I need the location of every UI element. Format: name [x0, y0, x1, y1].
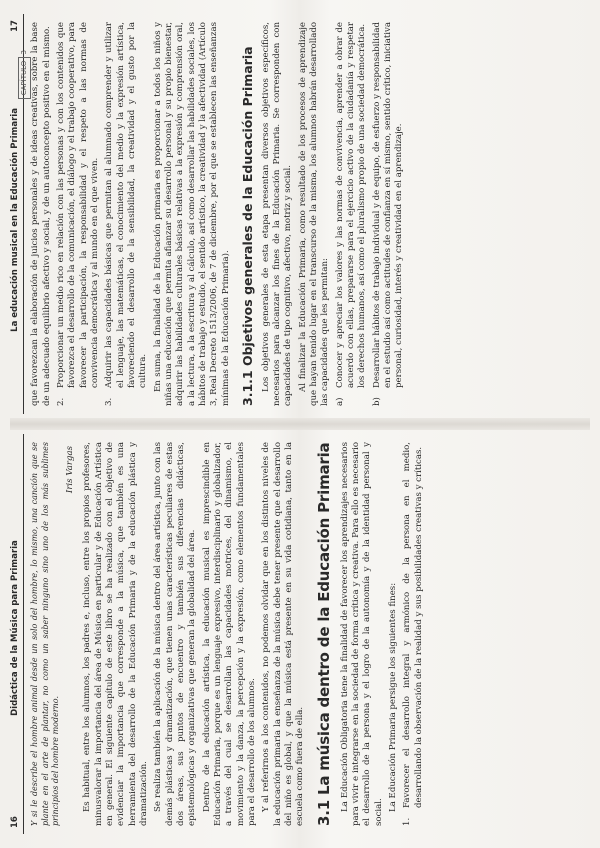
- chapter-tab-label: CAPÍTULO: [18, 57, 31, 100]
- left-paragraph: Se realiza también la aplicación de la música dentro del área artística, junto con las demás plásticas y dramatización, que tienen unas características peculiares de estas dos áreas, sus puntos de encuentro y también sus diferencias didácticas, epistemológicas y organizativas que generan la globalidad del área.: [153, 442, 198, 826]
- objective-text: Desarrollar hábitos de trabajo individual y de equipo, de esfuerzo y responsabilidad en el estudio así como actitudes de confianza en sí mismo, sentido crítico, iniciativa personal, curiosidad, interés y creatividad en el aprendizaje.: [371, 22, 405, 388]
- chapter-tab: [18, 50, 31, 99]
- list-item-text: Adquirir las capacidades básicas que permitan al alumnado comprender y utilizar el lenguaje, las matemáticas, el conocimiento del medio y la expresión artística, favoreciendo el desarrollo de la sensibilidad, la creatividad y el gusto por la cultura.: [104, 22, 149, 388]
- objective-item: [335, 22, 369, 406]
- left-paragraph: Es habitual, entre los alumnos, los padres e, incluso, entre los propios profesores, minusvalorar la importancia del área de Música en particular y de Educación Artística en general. El siguiente capítulo de este libro se ha realizado con el objetivo de evidenciar la importancia que corresponde a la música, que también es una herramienta del desarrollo de la Educación Primaria y de la educación plástica y dramatización.: [82, 442, 149, 826]
- chapter-tab-number: 3: [20, 50, 28, 55]
- list-item-text: Proporcionar un medio rico en relación con las personas y con los contenidos que favorezca el desarrollo de la comunicación, el diálogo y el trabajo cooperativo, para favorecer la participación, la responsabilidad y el respeto a las normas de convivencia democrática y al mundo en el que viven.: [55, 22, 100, 388]
- objective-item: [372, 22, 406, 406]
- left-paragraph: Y al referirnos a los contenidos, no podemos olvidar que en los distintos niveles de la educación primaria la enseñanza de la música debe tener presente que el desarrollo del niño es global, y que la música está presente en su vida cotidiana, tanto en la escuela como fuera de ella.: [261, 442, 306, 826]
- list-item: [104, 22, 149, 406]
- left-page-number: 16: [10, 816, 20, 828]
- left-running-head: [10, 434, 24, 834]
- chapter-paragraph: La Educación Primaria persigue los siguientes fines:: [387, 582, 398, 812]
- list-item: [402, 442, 425, 826]
- left-page: [10, 434, 590, 834]
- continued-paragraph: que favorezcan la elaboración de juicios personales y de ideas creativas, sobre la base de un adecuado equilibrio afectivo y social, y de un autoconcepto positivo en el mismo.: [30, 22, 52, 406]
- right-running-title: La educación musical en la Educación Primaria: [10, 108, 20, 332]
- book-spread: [10, 14, 590, 834]
- objectives-list: [335, 22, 406, 406]
- right-paragraph: En suma, la finalidad de la Educación primaria es proporcionar a todos los niños y niñas una educación que permita afianzar su desarrollo personal y su propio bienestar, adquirir las habilidades culturales básicas relativas a la expresión y comprensión oral, a la lectura, a la escritura y al cálculo, así como desarrollar las habilidades sociales, los hábitos de trabajo y estudio, el sentido artístico, la creatividad y la afectividad (Artículo 3, Real Decreto 1513/2006, de 7 de diciembre, por el que se establecen las enseñanzas mínimas de la Educación Primaria).: [152, 22, 231, 406]
- left-paragraph: Dentro de la educación artística, la educación musical es imprescindible en Educación Primaria, porque es un lenguaje expresivo, interdisciplinario y globalizador, a través del cual se desarrollan las capacidades motrices, del dinamismo, el movimiento y la danza, la percepción y la expresión, como elementos fundamentales para el desarrollo de los alumnos.: [201, 442, 258, 826]
- aims-list-right: [56, 22, 150, 406]
- epigraph-signature: Iris Vargas: [64, 446, 75, 494]
- objective-label: a): [334, 397, 345, 406]
- section-heading: 3.1.1 Objetivos generales de la Educación Primaria: [240, 46, 256, 406]
- list-item-label: 2.: [55, 397, 66, 406]
- chapter-paragraph: La Educación Obligatoria tiene la finalidad de favorecer los aprendizajes necesarios para vivir e integrarse en la sociedad de forma crítica y creativa. Para ello es necesario el desarrollo de la persona y el logro de la autonomía y de la identidad personal y social.: [339, 442, 384, 826]
- right-page: [10, 14, 590, 414]
- section-paragraph: Al finalizar la Educación Primaria, como resultado de los procesos de aprendizaje que hayan tenido lugar en el transcurso de la misma, los alumnos habrán desarrollado las capacidades que les permitan:: [297, 22, 331, 406]
- chapter-heading: 3.1 La música dentro de la Educación Primaria: [314, 442, 333, 826]
- right-page-number: 17: [10, 20, 20, 32]
- left-running-title: Didáctica de la Música para Primaria: [10, 540, 20, 716]
- epigraph: Y si le describe el hombre animal desde un solo del hombre, lo mismo, una canción que se plante en el arte de plantar, no como un saber ninguno sino uno de los más sublimes principios del hombre moderno.: [30, 442, 61, 826]
- section-paragraph: Los objetivos generales de esta etapa presentan diversos objetivos específicos, necesarios para alcanzar los fines de la Educación Primaria. Se corresponden con capacidades de tipo cognitivo, afectivo, motriz y social.: [260, 22, 294, 406]
- list-item-text: Favorecer el desarrollo integral y armónico de la persona en el medio, desarrollando la observación de la realidad y sus posibilidades creativas y críticas.: [402, 442, 424, 808]
- list-item: [56, 22, 101, 406]
- list-item-label: 3.: [104, 397, 115, 406]
- objective-label: b): [371, 397, 382, 406]
- book-gutter: [10, 418, 590, 430]
- aims-list-left: [402, 442, 425, 826]
- list-item-label: 1.: [402, 817, 413, 826]
- objective-text: Conocer y apreciar los valores y las normas de convivencia, aprender a obrar de acuerdo con ellas, prepararse para el ejercicio activo de la ciudadanía y respetar los derechos humanos, así como el pluralismo propio de una sociedad democrática.: [334, 22, 368, 388]
